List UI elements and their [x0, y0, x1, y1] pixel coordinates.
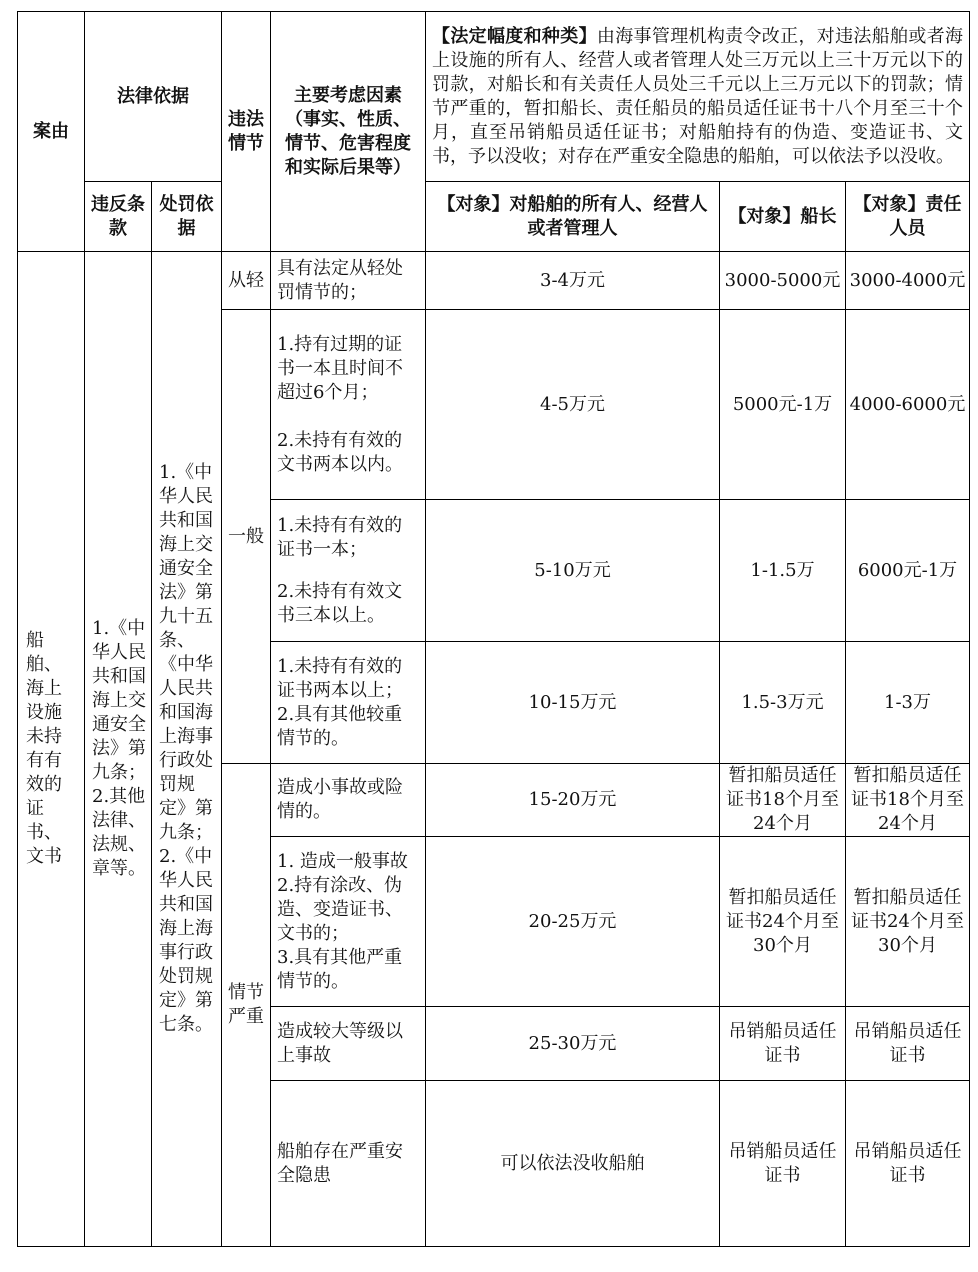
- crew-penalty-cell: 6000元-1万: [846, 500, 970, 642]
- factor-item: 1.未持有有效的证书两本以上；: [277, 655, 403, 701]
- crew-penalty-cell: 吊销船员适任证书: [846, 1007, 970, 1081]
- factor-cell: 造成小事故或险情的。: [271, 764, 426, 837]
- owner-penalty-cell: 可以依法没收船舶: [426, 1081, 720, 1247]
- factor-cell: 造成较大等级以上事故: [271, 1007, 426, 1081]
- table-row: [18, 252, 970, 310]
- captain-penalty-cell: 吊销船员适任证书: [720, 1081, 846, 1247]
- header-factors: 主要考虑因素（事实、性质、情节、危害程度和实际后果等）: [271, 12, 426, 252]
- factor-item: 2.持有涂改、伪造、变造证书、文书的；: [277, 874, 403, 944]
- header-circumstance: 违法情节: [222, 12, 271, 252]
- captain-penalty-cell: 吊销船员适任证书: [720, 1007, 846, 1081]
- header-penalty-basis: 处罚依据: [152, 182, 222, 252]
- factor-item: 3.具有其他严重情节的。: [277, 946, 403, 992]
- owner-penalty-cell: 15-20万元: [426, 764, 720, 837]
- header-case: 案由: [18, 12, 85, 252]
- factor-item: 1. 造成一般事故: [277, 850, 408, 872]
- statutory-label: 【法定幅度和种类】: [432, 25, 597, 47]
- factor-cell: 具有法定从轻处罚情节的；: [271, 252, 426, 310]
- factor-cell: [271, 500, 426, 642]
- factor-item: 2.未持有有效文书三本以上。: [277, 580, 403, 626]
- crew-penalty-cell: 4000-6000元: [846, 310, 970, 500]
- header-legal-basis: 法律依据: [85, 12, 222, 182]
- level-serious: 情节严重: [222, 764, 271, 1247]
- case-cell: 船舶、海上设施未持有有效的证书、文书: [18, 252, 85, 1247]
- crew-penalty-cell: 暂扣船员适任证书24个月至30个月: [846, 837, 970, 1007]
- factor-item: 1.持有过期的证书一本且时间不超过6个月；: [277, 333, 403, 403]
- statutory-text: 由海事管理机构责令改正，对违法船舶或者海上设施的所有人、经营人或者管理人处三万元以上三十万元以下的罚款，对船长和有关责任人员处三千元以上三万元以下的罚款；情节严重的，暂扣船长、责任船员的船员适任证书十八个月至三十个月，直至吊销船员适任证书；对船舶持有的伪造、变造证书、文书，予以没收；对存在严重安全隐患的船舶，可以依法予以没收。: [432, 25, 964, 167]
- header-target-captain: 【对象】船长: [720, 182, 846, 252]
- owner-penalty-cell: 5-10万元: [426, 500, 720, 642]
- factor-cell: [271, 837, 426, 1007]
- captain-penalty-cell: 1-1.5万: [720, 500, 846, 642]
- penalty-basis-cell: 1.《中华人民共和国海上交通安全法》第九十五条、《中华人民共和国海上海事行政处罚规定》第九条；2.《中华人民共和国海上海事行政处罚规定》第七条。: [152, 252, 222, 1247]
- captain-penalty-cell: 5000元-1万: [720, 310, 846, 500]
- owner-penalty-cell: 10-15万元: [426, 642, 720, 764]
- factor-item: 2.未持有有效的文书两本以内。: [277, 429, 403, 475]
- factor-item: 2.具有其他较重情节的。: [277, 703, 403, 749]
- factor-item: 1.未持有有效的证书一本；: [277, 514, 403, 560]
- owner-penalty-cell: 20-25万元: [426, 837, 720, 1007]
- captain-penalty-cell: 1.5-3万元: [720, 642, 846, 764]
- captain-penalty-cell: 暂扣船员适任证书24个月至30个月: [720, 837, 846, 1007]
- header-statutory-range: [426, 12, 970, 182]
- header-target-owner: 【对象】对船舶的所有人、经营人或者管理人: [426, 182, 720, 252]
- captain-penalty-cell: 暂扣船员适任证书18个月至24个月: [720, 764, 846, 837]
- crew-penalty-cell: 吊销船员适任证书: [846, 1081, 970, 1247]
- header-violation-clause: 违反条款: [85, 182, 152, 252]
- owner-penalty-cell: 3-4万元: [426, 252, 720, 310]
- crew-penalty-cell: 3000-4000元: [846, 252, 970, 310]
- level-light: 从轻: [222, 252, 271, 310]
- level-general: 一般: [222, 310, 271, 764]
- captain-penalty-cell: 3000-5000元: [720, 252, 846, 310]
- factor-cell: 船舶存在严重安全隐患: [271, 1081, 426, 1247]
- header-target-crew: 【对象】责任人员: [846, 182, 970, 252]
- crew-penalty-cell: 暂扣船员适任证书18个月至24个月: [846, 764, 970, 837]
- owner-penalty-cell: 25-30万元: [426, 1007, 720, 1081]
- owner-penalty-cell: 4-5万元: [426, 310, 720, 500]
- factor-cell: [271, 642, 426, 764]
- crew-penalty-cell: 1-3万: [846, 642, 970, 764]
- violation-clause-cell: 1.《中华人民共和国海上交通安全法》第九条；2.其他法律、法规、章等。: [85, 252, 152, 1247]
- factor-cell: [271, 310, 426, 500]
- penalty-standard-table: [17, 11, 970, 1247]
